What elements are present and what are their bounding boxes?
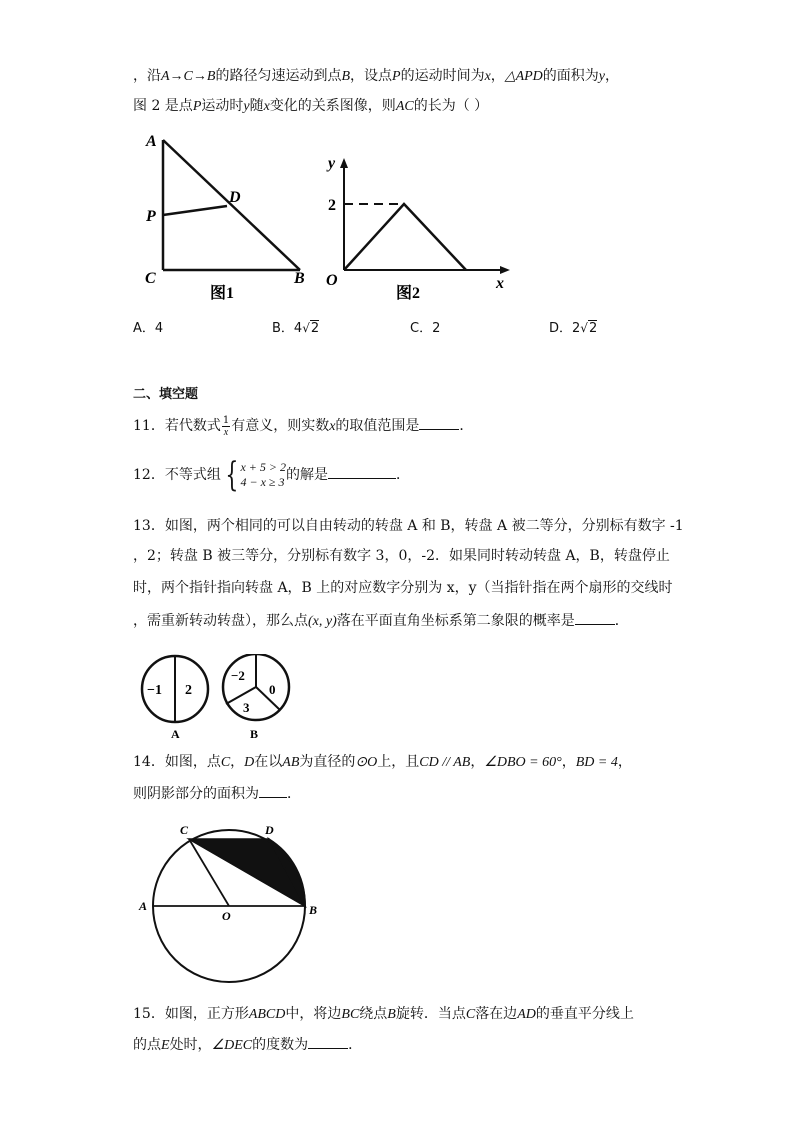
- wheel-b-number-3: 3: [243, 700, 250, 715]
- text: ，设点: [350, 68, 393, 84]
- text: 的路径匀速运动到点: [215, 68, 342, 84]
- question-15-line1: [133, 1004, 634, 1025]
- point-label: P: [392, 69, 401, 84]
- text: ．: [287, 786, 301, 802]
- question-14-line2: [133, 783, 301, 804]
- variable: y: [243, 99, 250, 114]
- text: 有意义，则实数: [231, 418, 330, 434]
- label-D: D: [265, 823, 274, 837]
- section-title: 二、填空题: [133, 387, 199, 402]
- radicand: 2: [588, 321, 598, 336]
- wheel-b-number-2: 0: [269, 682, 276, 697]
- text: ，: [561, 754, 576, 770]
- inequality-1: x + 5 > 2: [240, 460, 286, 474]
- denominator: x: [223, 426, 229, 438]
- text: 图 2 是点: [133, 98, 193, 114]
- text: 12．不等式组: [133, 467, 221, 483]
- numerator: 1: [222, 414, 230, 426]
- text: 为直径的: [299, 754, 356, 770]
- circle-label: ⊙O: [355, 755, 378, 770]
- variable: y: [598, 69, 605, 84]
- problem10-line1: [133, 66, 619, 87]
- text: 处时，: [169, 1037, 212, 1053]
- angle-expression: ∠DBO = 60°: [484, 755, 562, 770]
- point-label: B: [341, 69, 351, 84]
- axis-x-label: x: [496, 275, 504, 292]
- text: ，需重新转动转盘），那么点: [133, 613, 308, 629]
- text: 的解是: [286, 467, 328, 483]
- fraction: [222, 415, 230, 438]
- segment-label: AC: [395, 99, 414, 114]
- text: ，: [490, 68, 505, 84]
- answer-blank[interactable]: [328, 464, 396, 479]
- question-13-line4: [133, 610, 629, 632]
- text: 的垂直平分线上: [535, 1006, 634, 1022]
- axis-y-label: y: [328, 155, 336, 172]
- wheel-a: [142, 656, 208, 741]
- text: 上，且: [377, 754, 420, 770]
- figure-1-triangle: [140, 128, 320, 303]
- caption-fig2: 图2: [396, 285, 421, 302]
- wheel-b-number-1: −2: [231, 668, 245, 683]
- sqrt-sign: √: [302, 321, 310, 335]
- text: 随: [249, 98, 264, 114]
- label-B: B: [309, 903, 318, 917]
- text: ，: [230, 754, 245, 770]
- wheel-b: [223, 654, 289, 741]
- sys: [240, 460, 286, 490]
- spinner-wheels: [135, 654, 305, 742]
- text: ，沿: [133, 68, 161, 84]
- label-A: A: [139, 899, 148, 913]
- triangle-expression: △APD: [504, 69, 543, 84]
- length-expression: BD = 4: [575, 755, 618, 770]
- answer-blank[interactable]: [575, 610, 615, 625]
- figure-2-graph: [320, 150, 520, 305]
- point-label: C: [220, 755, 231, 770]
- option-d: [549, 317, 597, 336]
- brace: {: [225, 455, 239, 495]
- text: 运动时: [201, 98, 244, 114]
- segment-label: AD: [517, 1007, 536, 1022]
- text: 变化的关系图像，则: [269, 98, 396, 114]
- text: 的长为（ ）: [413, 98, 489, 114]
- text: 的面积为: [542, 68, 599, 84]
- path-expression: A→C→B: [161, 69, 216, 84]
- question-11: [133, 412, 473, 440]
- label-A: A: [146, 133, 157, 150]
- variable: x: [329, 419, 336, 434]
- option-c: [410, 317, 440, 336]
- sqrt-sign: √: [580, 321, 588, 335]
- question-14-line1: [133, 752, 632, 773]
- question-13-line1: 13．如图，两个相同的可以自由转动的转盘 A 和 B，转盘 A 被二等分，分别标有数字 -1: [133, 518, 684, 534]
- point-label: E: [161, 1038, 170, 1053]
- option-d-text: D．2: [549, 321, 581, 336]
- label-O: O: [222, 909, 231, 923]
- angle-expression: ∠DEC: [211, 1038, 253, 1053]
- text: 的运动时间为: [400, 68, 485, 84]
- variable: x: [484, 69, 491, 84]
- segment-label: AB: [282, 755, 300, 770]
- origin-label: O: [326, 272, 338, 289]
- option-a: [133, 317, 163, 336]
- question-13-line3: 时，两个指针指向转盘 A，B 上的对应数字分别为 x，y（当指针指在两个扇形的交线时: [133, 580, 673, 596]
- text: ．: [396, 467, 410, 483]
- text: ，: [617, 754, 632, 770]
- text: ．: [459, 418, 474, 434]
- text: 中，将边: [285, 1006, 342, 1022]
- parallel-expression: CD // AB: [419, 755, 471, 770]
- option-b-text: B．4: [272, 321, 303, 336]
- variable: x: [263, 99, 270, 114]
- question-15-line2: [133, 1034, 362, 1056]
- inequality-system: [221, 455, 286, 495]
- text: 11．若代数式: [133, 418, 221, 434]
- point-label: D: [244, 755, 255, 770]
- text: 落在边: [475, 1006, 518, 1022]
- text: 绕点: [359, 1006, 388, 1022]
- radicand: 2: [310, 321, 320, 336]
- label-C: C: [145, 270, 156, 287]
- answer-blank[interactable]: [308, 1034, 348, 1049]
- text: 在以: [254, 754, 283, 770]
- wheel-a-number-2: 2: [185, 683, 192, 698]
- problem10-line2: [133, 96, 488, 117]
- text: 落在平面直角坐标系第二象限的概率是: [336, 613, 575, 629]
- point-label: C: [465, 1007, 476, 1022]
- question-13-line2: ，2；转盘 B 被三等分，分别标有数字 3，0，-2．如果同时转动转盘 A，B，转盘停止: [133, 548, 670, 564]
- label-D: D: [229, 189, 241, 206]
- text: ．: [348, 1037, 363, 1053]
- text: 的度数为: [252, 1037, 309, 1053]
- wheel-b-label: B: [250, 727, 259, 741]
- text: 14．如图，点: [133, 754, 221, 770]
- option-c-text: C．2: [410, 321, 441, 336]
- text: 旋转．当点: [395, 1006, 466, 1022]
- label-B: B: [294, 270, 305, 287]
- option-a-text: A．4: [133, 321, 164, 336]
- label-P: P: [146, 208, 156, 225]
- tick-2: 2: [328, 197, 336, 214]
- wheel-a-number-1: −1: [147, 683, 162, 698]
- text: 的点: [133, 1037, 161, 1053]
- label-C: C: [180, 823, 189, 837]
- figure-circle-shaded: [132, 822, 327, 987]
- square-label: ABCD: [248, 1007, 286, 1022]
- question-12: [133, 455, 410, 495]
- text: ，: [470, 754, 485, 770]
- text: ，: [605, 68, 619, 84]
- option-b: [272, 317, 319, 336]
- answer-blank[interactable]: [259, 783, 287, 798]
- segment-label: BC: [341, 1007, 360, 1022]
- wheel-a-label: A: [171, 727, 180, 741]
- caption-fig1: 图1: [210, 285, 235, 302]
- text: ．: [614, 613, 629, 629]
- answer-blank[interactable]: [419, 415, 459, 430]
- text: 则阴影部分的面积为: [133, 786, 259, 802]
- text: 15．如图，正方形: [133, 1006, 249, 1022]
- inequality-2: 4 − x ≥ 3: [240, 475, 285, 489]
- point-label: P: [192, 99, 202, 114]
- point-expression: (x, y): [308, 614, 337, 629]
- text: 的取值范围是: [335, 418, 420, 434]
- point-label: B: [387, 1007, 396, 1022]
